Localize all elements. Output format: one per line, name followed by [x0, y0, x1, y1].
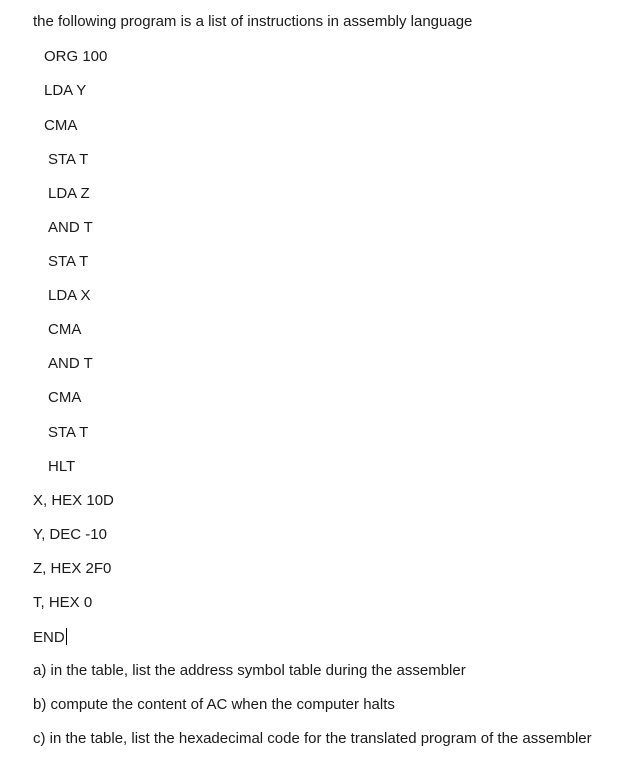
program-line-cma: CMA	[48, 321, 82, 338]
program-line-and-t: AND T	[48, 355, 93, 372]
question-c: c) in the table, list the hexadecimal code for the translated program of the assembler	[33, 730, 592, 747]
data-line-z: Z, HEX 2F0	[33, 560, 112, 577]
end-line[interactable]	[33, 628, 67, 647]
end-text: END	[33, 629, 65, 646]
program-line-lda-y: LDA Y	[44, 82, 87, 99]
data-line-y: Y, DEC -10	[33, 526, 107, 543]
data-line-x: X, HEX 10D	[33, 492, 114, 509]
program-line-sta-t: STA T	[48, 151, 89, 168]
program-line-org: ORG 100	[44, 48, 108, 65]
text-cursor	[66, 628, 67, 645]
program-line-cma: CMA	[48, 389, 82, 406]
program-line-cma: CMA	[44, 117, 78, 134]
program-line-lda-x: LDA X	[48, 287, 91, 304]
program-line-hlt: HLT	[48, 458, 76, 475]
program-line-lda-z: LDA Z	[48, 185, 90, 202]
program-line-sta-t: STA T	[48, 253, 89, 270]
data-line-t: T, HEX 0	[33, 594, 93, 611]
program-line-sta-t: STA T	[48, 424, 89, 441]
program-line-and-t: AND T	[48, 219, 93, 236]
intro-text: the following program is a list of instructions in assembly language	[33, 13, 473, 30]
question-b: b) compute the content of AC when the computer halts	[33, 696, 395, 713]
question-a: a) in the table, list the address symbol table during the assembler	[33, 662, 466, 679]
